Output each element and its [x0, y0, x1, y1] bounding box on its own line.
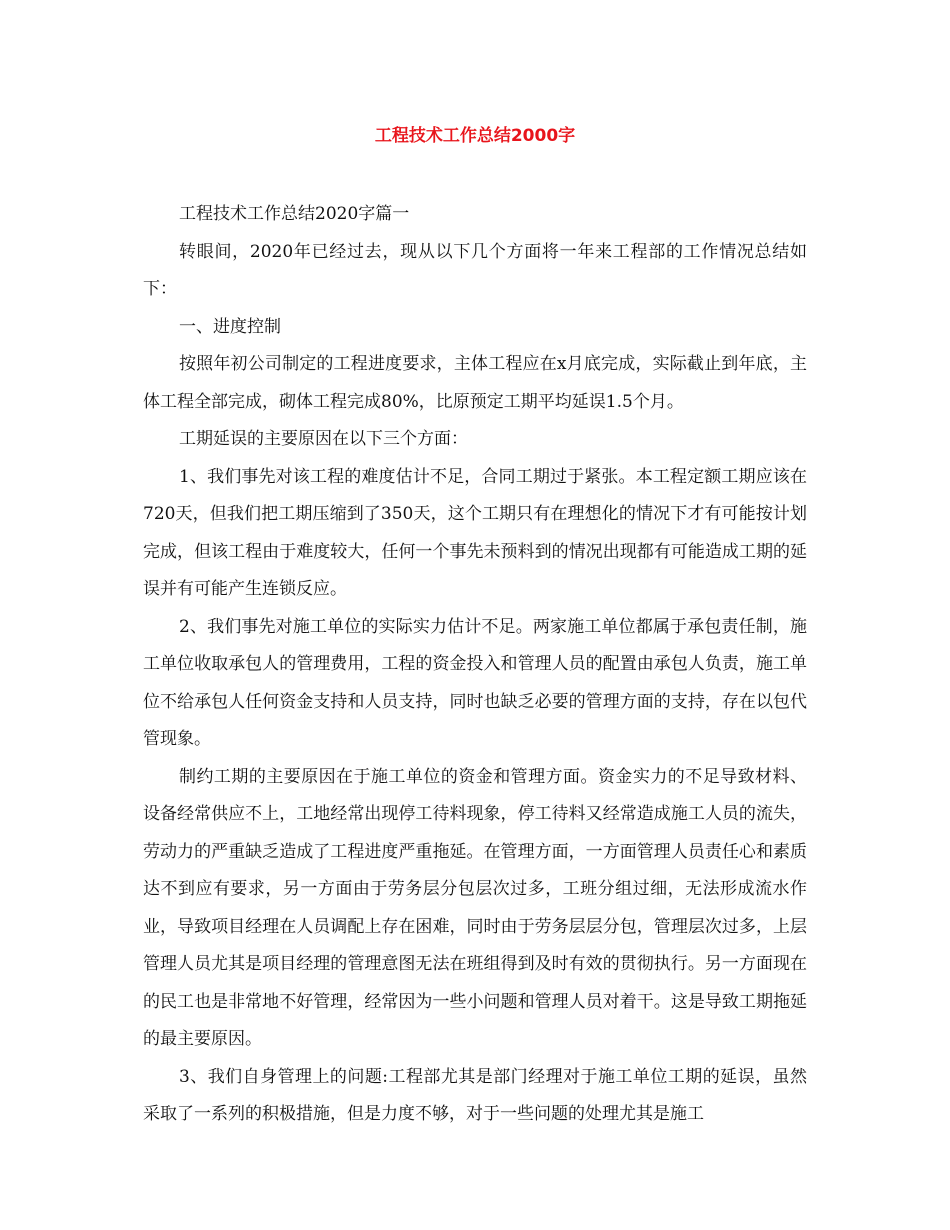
- progress-control-heading: 一、进度控制: [179, 316, 281, 337]
- constraint-paragraph: 制约工期的主要原因在于施工单位的资金和管理方面。资金实力的不足导致材料、设备经常供应不上，工地经常出现停工待料现象，停工待料又经常造成施工人员的流失，劳动力的严重缺乏造成了工程进度严重拖延。在管理方面，一方面管理人员责任心和素质达不到应有要求，另一方面由于劳务层分包层次过多，工班分组过细，无法形成流水作业，导致项目经理在人员调配上存在困难，同时由于劳务层层分包，管理层次过多，上层管理人员尤其是项目经理的管理意图无法在班组得到及时有效的贯彻执行。另一方面现在的民工也是非常地不好管理，经常因为一些小问题和管理人员对着干。这是导致工期拖延的最主要原因。: [143, 766, 807, 1049]
- progress-paragraph: 按照年初公司制定的工程进度要求，主体工程应在x月底完成，实际截止到年底，主体工程全部完成，砌体工程完成80%，比原预定工期平均延误1.5个月。: [143, 354, 807, 412]
- reason-1-paragraph: 1、我们事先对该工程的难度估计不足，合同工期过于紧张。本工程定额工期应该在720天，但我们把工期压缩到了350天，这个工期只有在理想化的情况下才有可能按计划完成，但该工程由于难度较大，任何一个事先未预料到的情况出现都有可能造成工期的延误并有可能产生连锁反应。: [143, 466, 807, 599]
- section-heading: 工程技术工作总结2020字篇一: [179, 204, 410, 224]
- document-body: [143, 196, 807, 1134]
- document-title: 工程技术工作总结2000字: [374, 126, 576, 146]
- reason-2-paragraph: 2、我们事先对施工单位的实际实力估计不足。两家施工单位都属于承包责任制，施工单位收取承包人的管理费用，工程的资金投入和管理人员的配置由承包人负责，施工单位不给承包人任何资金支持和人员支持，同时也缺乏必要的管理方面的支持，存在以包代管现象。: [143, 616, 807, 749]
- reason-3-paragraph: 3、我们自身管理上的问题:工程部尤其是部门经理对于施工单位工期的延误，虽然采取了一系列的积极措施，但是力度不够，对于一些问题的处理尤其是施工: [143, 1066, 807, 1124]
- delay-reasons-intro: 工期延误的主要原因在以下三个方面：: [179, 429, 468, 449]
- intro-paragraph: 转眼间，2020年已经过去，现从以下几个方面将一年来工程部的工作情况总结如下：: [143, 241, 807, 299]
